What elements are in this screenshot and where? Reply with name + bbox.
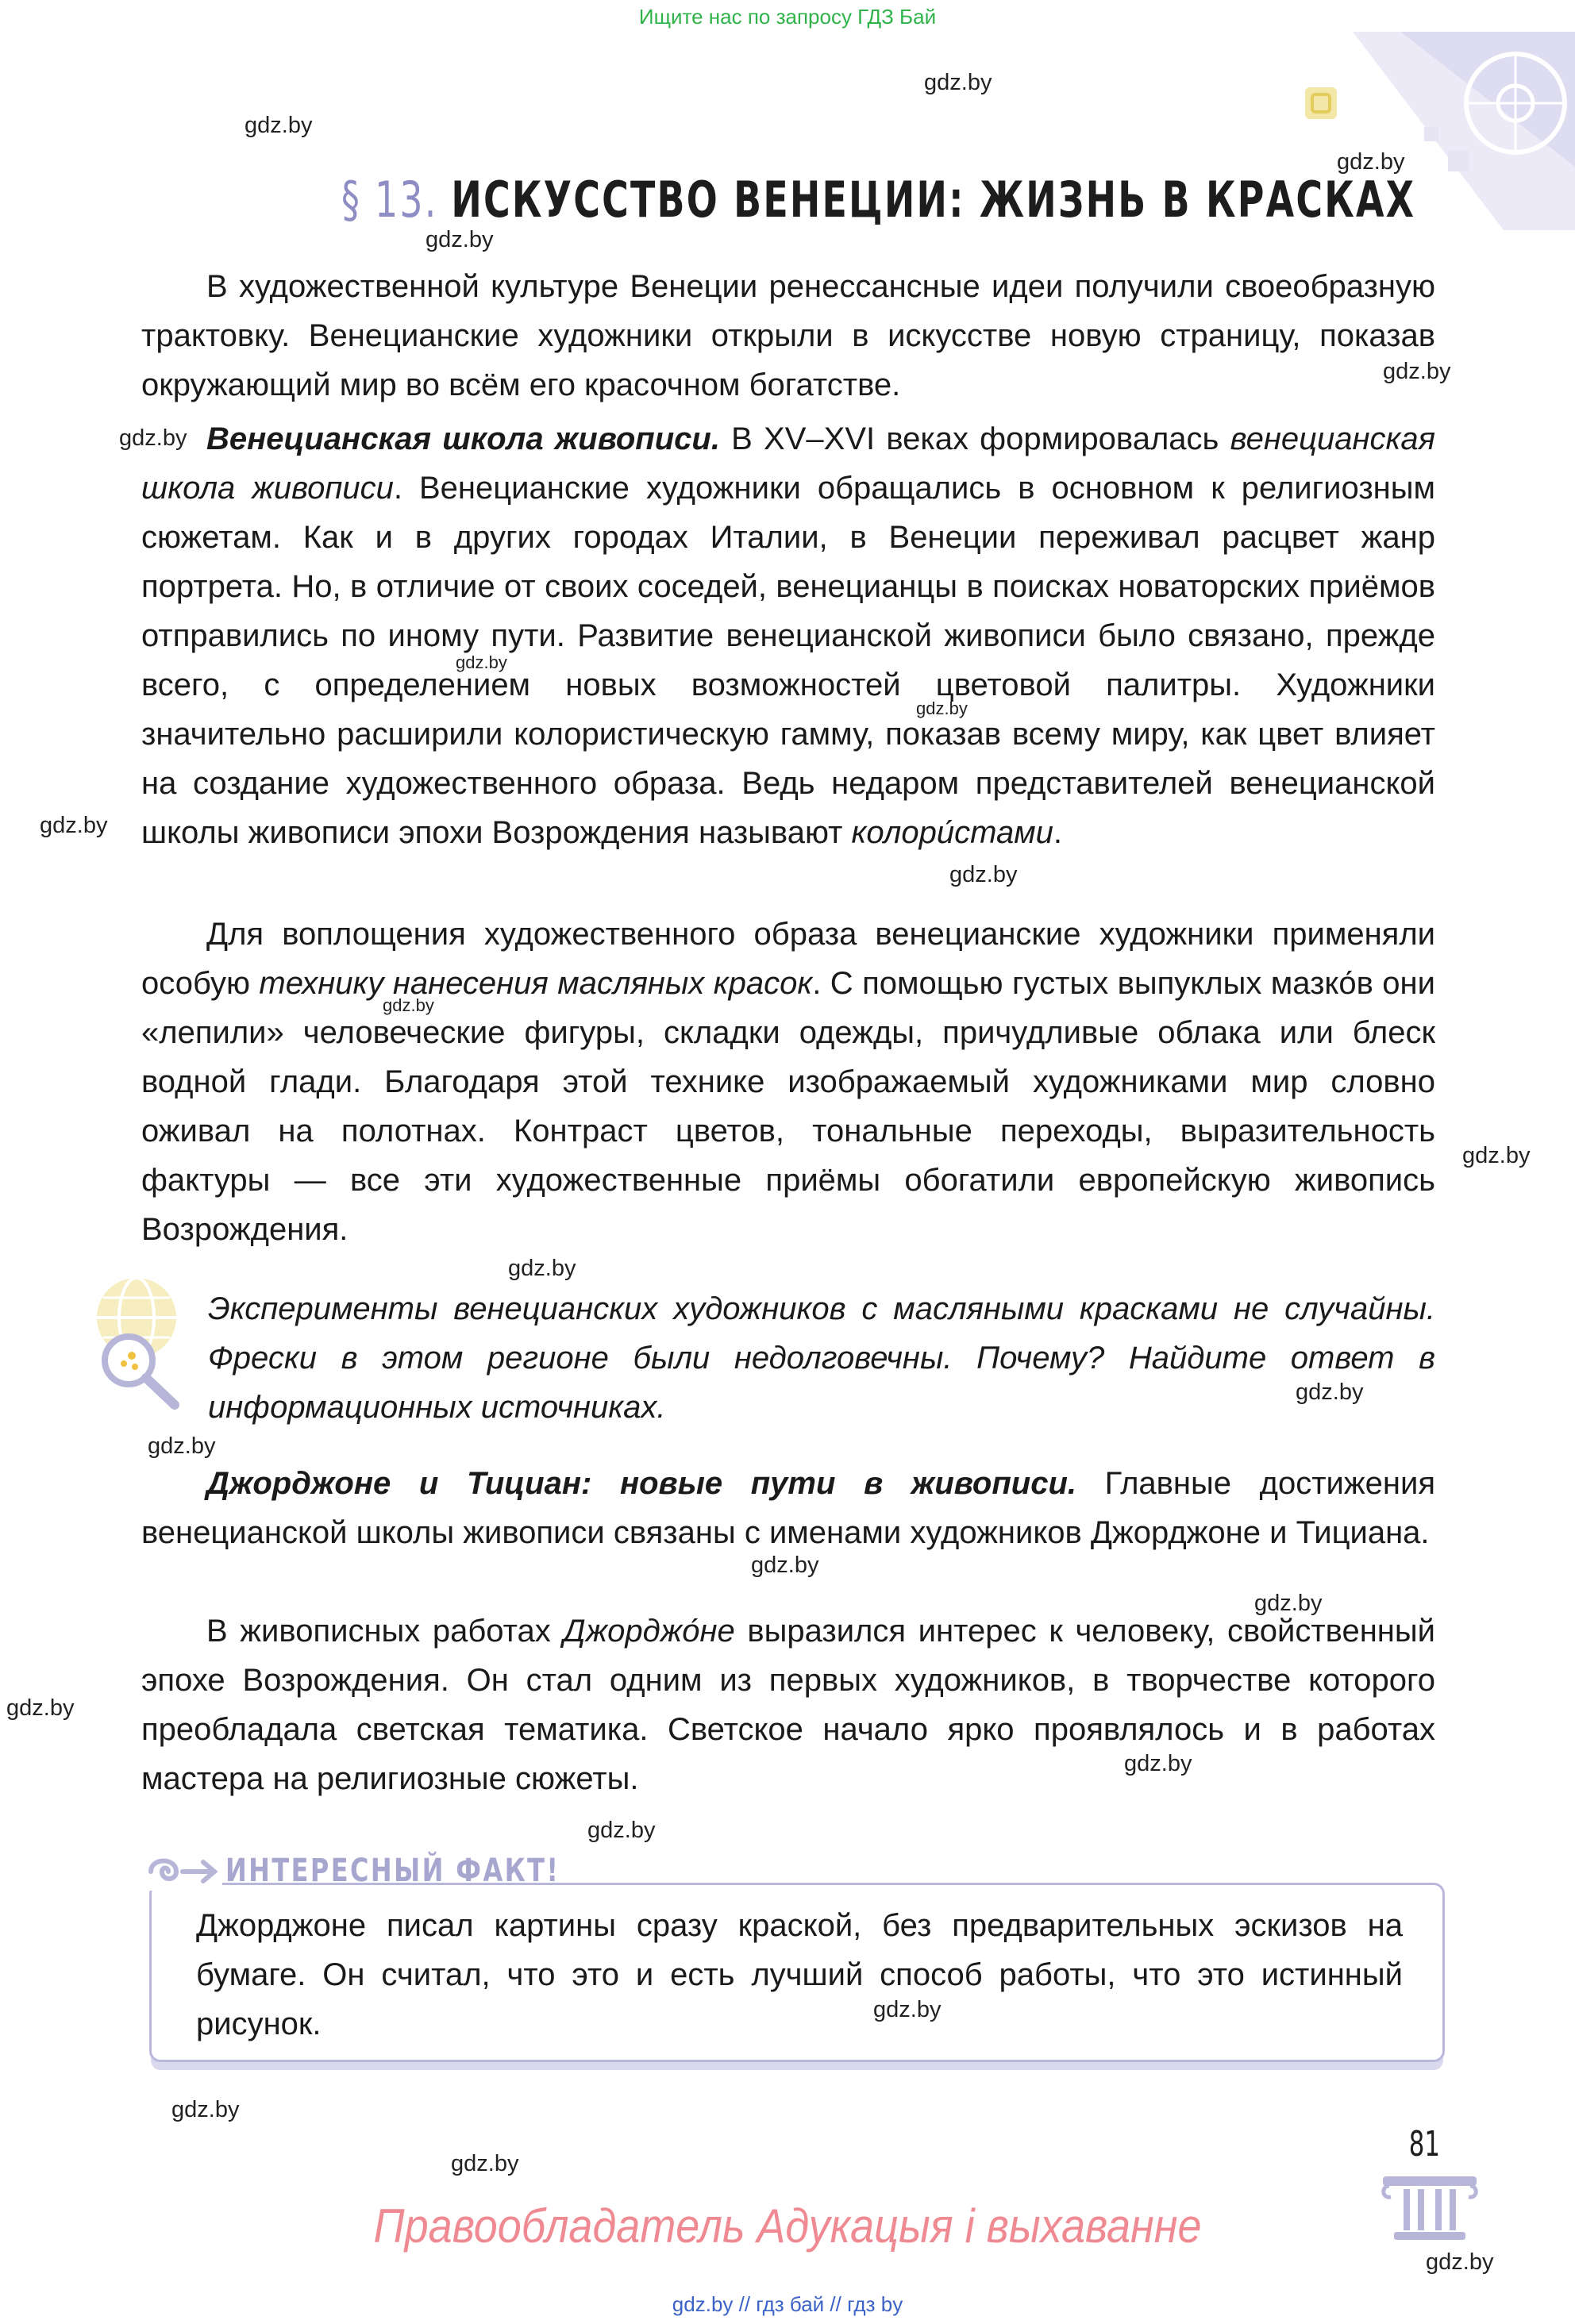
paragraph-3-text: выразился интерес к человеку, свойственный эпохе Возрождения. Он стал одним из первых художников, в творчестве которого преобладала светская тематика. Светское начало ярко проявлялось и в работах мастера на религиозные сюжеты.	[141, 1614, 1435, 1796]
interesting-fact-box	[149, 1883, 1445, 2062]
watermark: gdz.by	[1124, 1751, 1192, 1776]
watermark: gdz.by	[245, 113, 313, 138]
bottom-links[interactable]: gdz.by // гдз бай // гдз by	[672, 2292, 903, 2316]
watermark: gdz.by	[1337, 149, 1405, 175]
watermark: gdz.by	[916, 698, 968, 718]
watermark: gdz.by	[456, 652, 507, 672]
watermark: gdz.by	[751, 1553, 819, 1578]
section1-term: венецианская школа живописи	[141, 421, 1435, 506]
watermark: gdz.by	[171, 2097, 240, 2122]
watermark: gdz.by	[383, 995, 434, 1015]
paragraph-2	[141, 910, 1435, 1254]
fact-title: ИНТЕРЕСНЫЙ ФАКТ!	[225, 1853, 560, 1889]
paragraph-2-text: . С помощью густых выпуклых мазко́в они «лепили» человеческие фигуры, складки одежды, причудливые облака или блеск водной глади. Благодаря этой технике изображаемый художниками мир словно оживал на полотнах. Контраст цветов, тональные переходы, выразительность фактуры — все эти художественные приёмы обогатили европейскую живопись Возрождения.	[141, 966, 1435, 1247]
watermark: gdz.by	[1462, 1143, 1531, 1168]
watermark: gdz.by	[119, 425, 187, 451]
fact-text: Джорджоне писал картины сразу краской, без предварительных эскизов на бумаге. Он считал, что это и есть лучший способ работы, что это истинный рисунок.	[196, 1908, 1403, 2041]
paragraph-3-term: Джорджо́не	[563, 1614, 735, 1649]
intro-paragraph: В художественной культуре Венеции ренессансные идеи получили своеобразную трактовку. Венецианские художники открыли в искусстве новую страницу, показав окружающий мир во всём его красочном богатстве.	[141, 269, 1435, 402]
magnifier-globe-icon	[87, 1270, 191, 1413]
page-number: 81	[1408, 2124, 1440, 2164]
section2-paragraph	[141, 1459, 1435, 1557]
paragraph-2-term: технику нанесения масляных красок	[259, 966, 813, 1001]
fact-header	[143, 1848, 560, 1895]
watermark: gdz.by	[1296, 1379, 1364, 1405]
watermark: gdz.by	[6, 1695, 75, 1721]
section-title: ИСКУССТВО ВЕНЕЦИИ: ЖИЗНЬ В КРАСКАХ	[451, 171, 1416, 229]
paragraph-3-text: В живописных работах	[206, 1614, 564, 1649]
watermark: gdz.by	[1383, 359, 1451, 384]
copyright-notice: Правообладатель Адукацыя і выхаванне	[373, 2199, 1202, 2253]
section1-text: . Венецианские художники обращались в основном к религиозным сюжетам. Как и в других городах Италии, в Венеции переживал расцвет жанр портрета. Но, в отличие от своих соседей, венецианцы в поисках новаторских приёмов отправились по иному пути. Развитие венецианской живописи было связано, прежде всего, с определением новых возможностей цветовой палитры. Художники значительно расширили колористическую гамму, показав всему миру, как цвет влияет на создание художественного образа. Ведь недаром представителей венецианской школы живописи эпохи Возрождения называют	[141, 471, 1436, 850]
swirl-icon	[143, 1848, 222, 1895]
watermark: gdz.by	[949, 862, 1018, 887]
watermark: gdz.by	[40, 813, 108, 838]
section1-text: В XV–XVI веках формировалась	[719, 421, 1230, 456]
section1-heading: Венецианская школа живописи.	[206, 421, 720, 456]
watermark: gdz.by	[1254, 1591, 1323, 1616]
watermark: gdz.by	[148, 1433, 216, 1459]
section1-paragraph	[141, 414, 1435, 857]
section-number: § 13.	[341, 171, 438, 229]
watermark: gdz.by	[587, 1818, 656, 1843]
paragraph-2-text: Для воплощения художественного образа венецианские художники применяли особую	[141, 917, 1435, 1001]
section1-term: колори́стами	[851, 815, 1053, 850]
paragraph-3	[141, 1606, 1435, 1803]
watermark: gdz.by	[1426, 2249, 1494, 2275]
section1-text: .	[1053, 815, 1062, 850]
watermark: gdz.by	[924, 70, 992, 95]
watermark: gdz.by	[426, 227, 494, 252]
section2-text: Главные достижения венецианской школы живописи связаны с именами художников Джорджоне и Тициана.	[141, 1466, 1435, 1550]
watermark: gdz.by	[451, 2151, 519, 2176]
watermark: gdz.by	[873, 1997, 942, 2022]
top-banner[interactable]: Ищите нас по запросу ГДЗ Бай	[638, 5, 937, 29]
section2-heading: Джорджоне и Тициан: новые пути в живописи.	[206, 1466, 1077, 1501]
task-text: Эксперименты венецианских художников с масляными красками не случайны. Фрески в этом регионе были недолговечны. Почему? Найдите ответ в информационных источниках.	[208, 1291, 1435, 1425]
watermark: gdz.by	[508, 1256, 576, 1281]
page-title	[341, 171, 1416, 229]
